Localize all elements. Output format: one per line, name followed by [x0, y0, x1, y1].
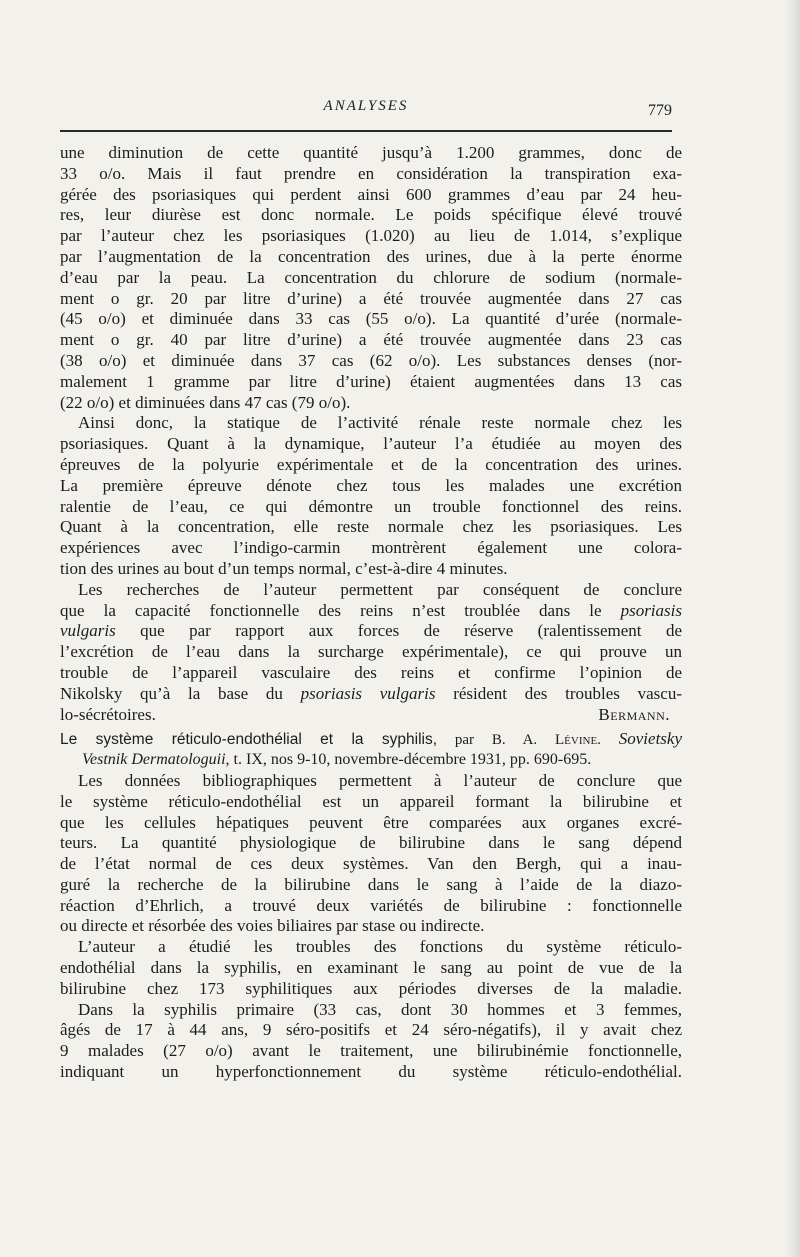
text-line: (22 o/o) et diminuées dans 47 cas (79 o/o). [60, 392, 351, 412]
text-line: une diminution de cette quantité jusqu’à 1.200 grammes, donc de [60, 143, 682, 162]
paragraph-continuation [60, 143, 682, 413]
text-line: indiquant un hyperfonctionnement du système réticulo-endothélial. [60, 1062, 682, 1082]
text-line: ment o gr. 20 par litre d’urine) a été trouvée augmentée dans 27 cas [60, 288, 682, 308]
running-head [60, 98, 672, 122]
paragraph [60, 1000, 682, 1083]
text-line: ment o gr. 40 par litre d’urine) a été trouvée augmentée dans 23 cas [60, 330, 682, 350]
author-name: Lévine [555, 732, 598, 749]
citation-details: , t. IX, nos 9-10, novembre-décembre 1931, pp. 690-695. [225, 751, 592, 769]
text-line: réaction d’Ehrlich, a trouvé deux variétés de bilirubine : fonctionnelle [60, 895, 682, 915]
text-line: 9 malades (27 o/o) avant le traitement, une bilirubinémie fonctionnelle, [60, 1041, 682, 1061]
text-line: ou directe et résorbée des voies biliaires par stase ou indirecte. [60, 916, 485, 936]
text-line: l’excrétion de l’eau dans la surcharge expérimentale), ce qui prouve un [60, 642, 682, 662]
text-line: par l’augmentation de la concentration des urines, due à la perte énorme [60, 246, 682, 266]
text-line: tion des urines au bout d’un temps normal, c’est-à-dire 4 minutes. [60, 558, 508, 578]
text-run: Nikolsky qu’à la base du [60, 683, 301, 703]
journal-name: Sovietsky [618, 729, 682, 749]
text-line [60, 601, 682, 622]
body-text [60, 143, 682, 1083]
italic-term: vulgaris [60, 621, 116, 641]
italic-term: psoriasis [620, 600, 682, 620]
running-title: ANALYSES [323, 98, 409, 114]
header-rule [60, 130, 672, 132]
text-line: Dans la syphilis primaire (33 cas, dont 30 hommes et 3 femmes, [78, 999, 682, 1019]
text-line: res, leur diurèse est donc normale. Le poids spécifique élevé trouvé [60, 205, 682, 225]
article-title: Le système réticulo-endothélial et la syphilis, [60, 731, 438, 749]
text-line: (38 o/o) et diminuée dans 37 cas (62 o/o). Les substances denses (nor- [60, 350, 682, 370]
text-line: Les recherches de l’auteur permettent par conséquent de conclure [78, 579, 682, 599]
text-line: (45 o/o) et diminuée dans 33 cas (55 o/o). La quantité d’urée (normale- [60, 309, 682, 329]
heading-line [60, 750, 682, 771]
reviewer-signature: Bermann. [598, 704, 670, 724]
byline: par B. A. [437, 732, 556, 749]
text-line: ralentie de l’eau, ce qui démontre un trouble fonctionnel des reins. [60, 496, 682, 516]
text-line: d’eau par la peau. La concentration du chlorure de sodium (normale- [60, 267, 682, 287]
paragraph [60, 937, 682, 999]
text-line: le système réticulo-endothélial est un appareil formant la bilirubine et [60, 791, 682, 811]
heading-line [60, 729, 682, 750]
text-line: gérée des psoriasiques qui perdent ainsi 600 grammes d’eau par 24 heu- [60, 184, 682, 204]
text-line: âgés de 17 à 44 ans, 9 séro-positifs et 24 séro-négatifs), il y avait chez [60, 1020, 682, 1040]
text-line: bilirubine chez 173 syphilitiques aux périodes diverses de la maladie. [60, 978, 682, 998]
paragraph [60, 580, 682, 726]
text-run: . [597, 732, 619, 749]
text-line: expériences avec l’indigo-carmin montrèrent également une colora- [60, 538, 682, 558]
text-run: que la capacité fonctionnelle des reins n’est troublée dans le [60, 600, 621, 620]
text-line [60, 705, 682, 726]
text-line [60, 684, 682, 705]
text-line: que les cellules hépatiques peuvent être comparées aux organes excré- [60, 812, 682, 832]
text-line: Quant à la concentration, elle reste normale chez les psoriasiques. Les [60, 517, 682, 537]
text-line: de l’état normal de ces deux systèmes. Van den Bergh, qui a inau- [60, 854, 682, 874]
italic-term: psoriasis vulgaris [300, 683, 436, 703]
text-line: Ainsi donc, la statique de l’activité rénale reste normale chez les [78, 413, 682, 433]
text-line: La première épreuve dénote chez tous les malades une excrétion [60, 475, 682, 495]
page-edge-shadow [786, 0, 800, 1257]
article-heading [60, 729, 682, 771]
journal-name: Vestnik Dermatologuii [82, 751, 226, 769]
text-line: L’auteur a étudié les troubles des fonctions du système réticulo- [78, 937, 682, 957]
text-line: par l’auteur chez les psoriasiques (1.020) au lieu de 1.014, s’explique [60, 226, 682, 246]
text-run: lo-sécrétoires. [60, 704, 156, 724]
text-line: endothélial dans la syphilis, en examinant le sang au point de vue de la [60, 958, 682, 978]
text-line: psoriasiques. Quant à la dynamique, l’auteur l’a étudiée au moyen des [60, 434, 682, 454]
text-line: trouble de l’appareil vasculaire des reins et confirme l’opinion de [60, 662, 682, 682]
text-line [60, 621, 682, 642]
text-line: malement 1 gramme par litre d’urine) étaient augmentées dans 13 cas [60, 371, 682, 391]
text-line: 33 o/o. Mais il faut prendre en considération la transpiration exa- [60, 163, 682, 183]
text-run: que par rapport aux forces de réserve (ralentissement de [115, 621, 682, 641]
text-line: teurs. La quantité physiologique de bilirubine dans le sang dépend [60, 833, 682, 853]
page-number: 779 [648, 102, 672, 119]
paragraph [60, 771, 682, 937]
text-run: résident des troubles vascu- [435, 683, 682, 703]
paragraph [60, 413, 682, 579]
text-line: Les données bibliographiques permettent à l’auteur de conclure que [78, 770, 682, 790]
text-line: épreuves de la polyurie expérimentale et de la concentration des urines. [60, 454, 682, 474]
text-line: guré la recherche de la bilirubine dans le sang à l’aide de la diazo- [60, 874, 682, 894]
